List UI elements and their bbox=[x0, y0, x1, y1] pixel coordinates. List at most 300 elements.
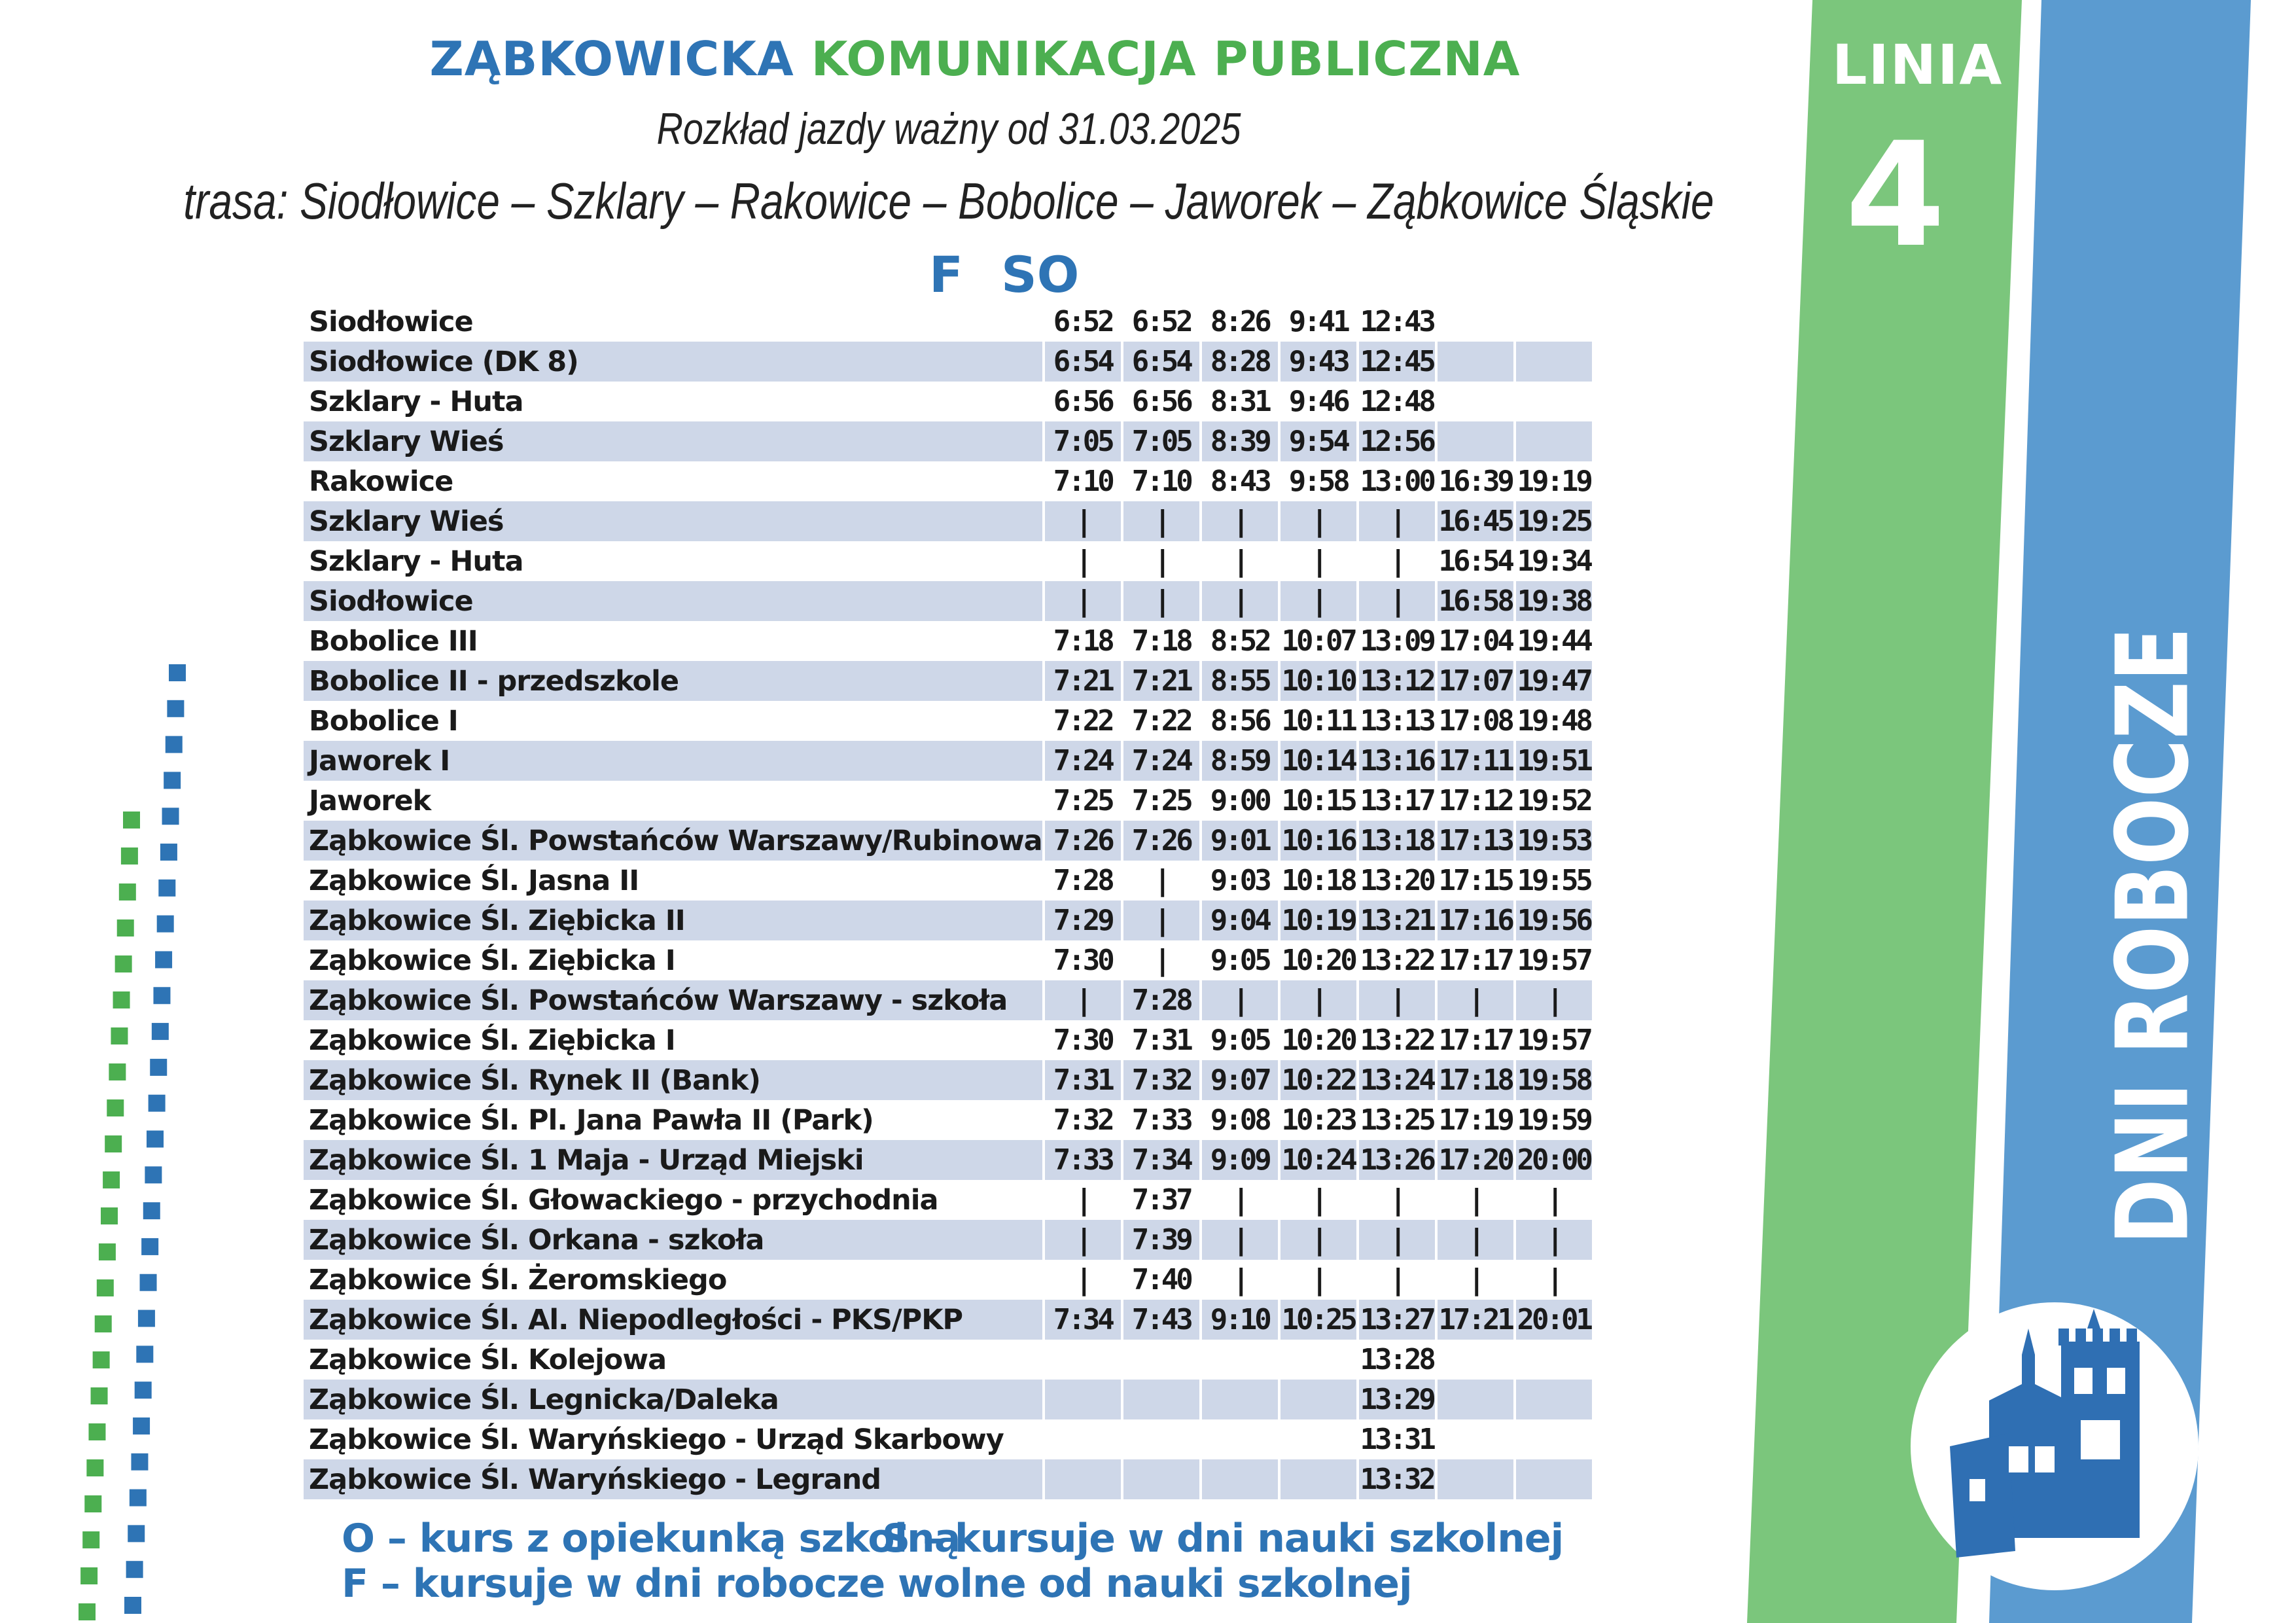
departure-time: 19:44 bbox=[1515, 621, 1592, 661]
departure-time: | bbox=[1122, 541, 1201, 581]
departure-time: 7:31 bbox=[1044, 1060, 1122, 1100]
departure-time: 9:43 bbox=[1279, 342, 1358, 382]
departure-time: 17:17 bbox=[1436, 1020, 1515, 1060]
departure-time: 7:26 bbox=[1044, 821, 1122, 861]
stop-name: Ząbkowice Śl. Kolejowa bbox=[309, 1343, 667, 1376]
departure-time: | bbox=[1201, 1220, 1279, 1260]
decor-dot bbox=[138, 1310, 155, 1327]
departure-time: 9:09 bbox=[1201, 1140, 1279, 1180]
stop-name: Ząbkowice Śl. Ziębicka I bbox=[309, 944, 675, 977]
departure-time bbox=[1515, 302, 1592, 342]
table-row bbox=[304, 1260, 1592, 1300]
departure-time bbox=[1515, 1340, 1592, 1380]
decor-dot bbox=[121, 847, 138, 865]
stop-name: Ząbkowice Śl. Rynek II (Bank) bbox=[304, 1060, 1044, 1100]
stop-name: Bobolice I bbox=[309, 704, 458, 738]
stop-name: Bobolice II - przedszkole bbox=[304, 661, 1044, 701]
departure-time bbox=[1044, 1340, 1122, 1380]
departure-time: 19:52 bbox=[1515, 781, 1592, 821]
departure-time: | bbox=[1515, 1180, 1592, 1220]
departure-time: 7:26 bbox=[1122, 821, 1201, 861]
departure-time: 17:07 bbox=[1436, 661, 1515, 701]
departure-time: | bbox=[1201, 980, 1279, 1020]
decor-dot bbox=[130, 1489, 147, 1507]
table-row bbox=[304, 342, 1592, 382]
decor-dot bbox=[95, 1315, 112, 1332]
departure-time: 9:05 bbox=[1201, 940, 1279, 980]
departure-time: 9:41 bbox=[1279, 302, 1358, 342]
departure-time: | bbox=[1044, 980, 1122, 1020]
stop-name: Jaworek bbox=[309, 784, 431, 817]
stop-name: Ząbkowice Śl. Ziębicka II bbox=[304, 901, 1044, 940]
departure-time bbox=[1436, 1459, 1515, 1499]
decor-dot bbox=[157, 916, 174, 933]
departure-time: 6:52 bbox=[1122, 302, 1201, 342]
stop-name: Rakowice bbox=[309, 465, 453, 498]
departure-time: | bbox=[1122, 940, 1201, 980]
departure-time: | bbox=[1515, 1260, 1592, 1300]
departure-time: 7:30 bbox=[1044, 1020, 1122, 1060]
departure-time: 19:56 bbox=[1515, 901, 1592, 940]
decor-dot bbox=[115, 955, 132, 972]
departure-time: | bbox=[1358, 1180, 1436, 1220]
departure-time: 19:59 bbox=[1515, 1100, 1592, 1140]
stop-name: Siodłowice (DK 8) bbox=[304, 342, 1044, 382]
departure-time bbox=[1436, 342, 1515, 382]
table-row bbox=[304, 621, 1592, 661]
departure-time: 13:31 bbox=[1358, 1419, 1436, 1459]
decor-dot bbox=[126, 1561, 143, 1578]
departure-time: 10:24 bbox=[1279, 1140, 1358, 1180]
decor-dot bbox=[88, 1423, 105, 1440]
column-marker-so: SO bbox=[1001, 245, 1080, 304]
departure-time: | bbox=[1279, 1260, 1358, 1300]
departure-time: 19:58 bbox=[1515, 1060, 1592, 1100]
departure-time: 8:43 bbox=[1201, 461, 1279, 501]
stop-name: Ząbkowice Śl. Waryńskiego - Urząd Skarbowy bbox=[309, 1423, 1004, 1456]
decor-dot bbox=[103, 1171, 120, 1188]
column-marker-f: F bbox=[929, 245, 963, 304]
departure-time bbox=[1201, 1419, 1279, 1459]
stop-name: Szklary - Huta bbox=[309, 544, 523, 578]
departure-time: | bbox=[1044, 541, 1122, 581]
table-row bbox=[304, 1300, 1592, 1340]
town-hall-tower-icon bbox=[1911, 1302, 2199, 1590]
departure-time: 13:28 bbox=[1358, 1340, 1436, 1380]
line-number: 4 bbox=[1845, 111, 1946, 279]
departure-time: 12:45 bbox=[1358, 342, 1436, 382]
table-row bbox=[304, 781, 1592, 821]
departure-time: 10:11 bbox=[1279, 701, 1358, 741]
table-row bbox=[304, 1180, 1592, 1220]
table-row bbox=[304, 1340, 1592, 1380]
departure-time: 19:57 bbox=[1515, 940, 1592, 980]
decor-dot bbox=[153, 987, 170, 1004]
departure-time: 7:25 bbox=[1122, 781, 1201, 821]
departure-time: 16:54 bbox=[1436, 541, 1515, 581]
departure-time: 7:21 bbox=[1044, 661, 1122, 701]
decor-dot bbox=[143, 1202, 160, 1219]
departure-time: 19:34 bbox=[1515, 541, 1592, 581]
departure-time: 7:28 bbox=[1122, 980, 1201, 1020]
departure-time: 13:12 bbox=[1358, 661, 1436, 701]
departure-time: 7:10 bbox=[1122, 461, 1201, 501]
legend-f: F – kursuje w dni robocze wolne od nauki szkolnej bbox=[342, 1561, 1412, 1607]
decor-dot bbox=[117, 919, 134, 936]
decor-dot bbox=[167, 700, 184, 717]
departure-time: 13:25 bbox=[1358, 1100, 1436, 1140]
departure-time: 10:16 bbox=[1279, 821, 1358, 861]
departure-time: 17:15 bbox=[1436, 861, 1515, 901]
decor-dot bbox=[109, 1063, 126, 1080]
departure-time: | bbox=[1201, 501, 1279, 541]
decor-dot bbox=[155, 951, 172, 968]
departure-time: 13:24 bbox=[1358, 1060, 1436, 1100]
departure-time bbox=[1201, 1340, 1279, 1380]
departure-time: 7:37 bbox=[1122, 1180, 1201, 1220]
departure-time: 19:47 bbox=[1515, 661, 1592, 701]
departure-time: | bbox=[1436, 1180, 1515, 1220]
decor-dot bbox=[99, 1243, 116, 1260]
decor-dot bbox=[93, 1351, 110, 1368]
departure-time bbox=[1279, 1419, 1358, 1459]
departure-time: | bbox=[1358, 541, 1436, 581]
decor-dot bbox=[123, 812, 140, 829]
departure-time: 9:10 bbox=[1201, 1300, 1279, 1340]
departure-time: 10:15 bbox=[1279, 781, 1358, 821]
departure-time: 7:32 bbox=[1044, 1100, 1122, 1140]
departure-time: 7:28 bbox=[1044, 861, 1122, 901]
departure-time: 13:22 bbox=[1358, 1020, 1436, 1060]
stop-name: Szklary Wieś bbox=[304, 501, 1044, 541]
table-row bbox=[304, 302, 1592, 342]
departure-time: 12:48 bbox=[1358, 382, 1436, 421]
departure-time: | bbox=[1201, 581, 1279, 621]
departure-time: 8:28 bbox=[1201, 342, 1279, 382]
departure-time: 13:17 bbox=[1358, 781, 1436, 821]
departure-time: | bbox=[1358, 1260, 1436, 1300]
departure-time bbox=[1122, 1459, 1201, 1499]
departure-time: 17:17 bbox=[1436, 940, 1515, 980]
departure-time: | bbox=[1436, 1220, 1515, 1260]
departure-time: | bbox=[1279, 1180, 1358, 1220]
stop-name: Szklary - Huta bbox=[309, 385, 523, 418]
departure-time bbox=[1201, 1380, 1279, 1419]
decor-dot bbox=[105, 1135, 122, 1152]
departure-time: 12:43 bbox=[1358, 302, 1436, 342]
departure-time: 12:56 bbox=[1358, 421, 1436, 461]
stop-name: Ząbkowice Śl. Legnicka/Daleka bbox=[304, 1380, 1044, 1419]
decor-dot bbox=[149, 1095, 166, 1112]
departure-time: | bbox=[1122, 901, 1201, 940]
table-row bbox=[304, 861, 1592, 901]
departure-time: 13:21 bbox=[1358, 901, 1436, 940]
departure-time: 17:21 bbox=[1436, 1300, 1515, 1340]
departure-time: 19:38 bbox=[1515, 581, 1592, 621]
departure-time: 10:22 bbox=[1279, 1060, 1358, 1100]
stop-name: Ząbkowice Śl. Al. Niepodległości - PKS/PKP bbox=[304, 1300, 1044, 1340]
departure-time bbox=[1122, 1340, 1201, 1380]
decor-dot bbox=[124, 1597, 141, 1614]
decor-dot bbox=[135, 1382, 152, 1399]
decor-dot bbox=[101, 1207, 118, 1224]
departure-time: 8:26 bbox=[1201, 302, 1279, 342]
decor-dot bbox=[79, 1603, 96, 1620]
validity-date: Rozkład jazdy ważny od 31.03.2025 bbox=[656, 104, 1241, 154]
departure-time: 20:00 bbox=[1515, 1140, 1592, 1180]
departure-time: | bbox=[1201, 541, 1279, 581]
departure-time: | bbox=[1201, 1180, 1279, 1220]
departure-time: 19:25 bbox=[1515, 501, 1592, 541]
departure-time: 10:19 bbox=[1279, 901, 1358, 940]
departure-time: 9:03 bbox=[1201, 861, 1279, 901]
departure-time: 9:01 bbox=[1201, 821, 1279, 861]
departure-time: | bbox=[1515, 980, 1592, 1020]
departure-time: 13:00 bbox=[1358, 461, 1436, 501]
departure-time: 9:07 bbox=[1201, 1060, 1279, 1100]
departure-time: 7:18 bbox=[1122, 621, 1201, 661]
departure-time: 7:32 bbox=[1122, 1060, 1201, 1100]
departure-time: | bbox=[1201, 1260, 1279, 1300]
decor-dot bbox=[145, 1166, 162, 1183]
legend-s: S – kursuje w dni nauki szkolnej bbox=[882, 1516, 1564, 1561]
departure-time: 17:16 bbox=[1436, 901, 1515, 940]
departure-time: 8:59 bbox=[1201, 741, 1279, 781]
departure-time: 7:39 bbox=[1122, 1220, 1201, 1260]
departure-time bbox=[1515, 342, 1592, 382]
departure-time: 17:18 bbox=[1436, 1060, 1515, 1100]
logo-badge bbox=[1911, 1302, 2199, 1590]
departure-time: 6:56 bbox=[1122, 382, 1201, 421]
table-row bbox=[304, 701, 1592, 741]
departure-time: 13:26 bbox=[1358, 1140, 1436, 1180]
departure-time: | bbox=[1515, 1220, 1592, 1260]
departure-time: 7:24 bbox=[1122, 741, 1201, 781]
decor-dot bbox=[91, 1387, 108, 1404]
departure-time: 7:31 bbox=[1122, 1020, 1201, 1060]
departure-time: 13:27 bbox=[1358, 1300, 1436, 1340]
table-row bbox=[304, 821, 1592, 861]
departure-time: 13:20 bbox=[1358, 861, 1436, 901]
departure-time: 10:20 bbox=[1279, 1020, 1358, 1060]
table-row bbox=[304, 421, 1592, 461]
table-row bbox=[304, 1100, 1592, 1140]
departure-time: | bbox=[1044, 1260, 1122, 1300]
stop-name: Ząbkowice Śl. Jasna II bbox=[309, 864, 639, 897]
departure-time: 7:24 bbox=[1044, 741, 1122, 781]
departure-time: 7:05 bbox=[1044, 421, 1122, 461]
table-row bbox=[304, 980, 1592, 1020]
departure-time bbox=[1436, 302, 1515, 342]
departure-time: 17:04 bbox=[1436, 621, 1515, 661]
departure-time: 9:04 bbox=[1201, 901, 1279, 940]
departure-time: | bbox=[1358, 1220, 1436, 1260]
decor-dot bbox=[131, 1454, 148, 1471]
stop-name: Ząbkowice Śl. Pl. Jana Pawła II (Park) bbox=[309, 1103, 874, 1137]
table-row bbox=[304, 1020, 1592, 1060]
decor-dot bbox=[166, 736, 183, 753]
departure-time: 9:46 bbox=[1279, 382, 1358, 421]
decor-dot bbox=[133, 1418, 150, 1435]
departure-time: 6:52 bbox=[1044, 302, 1122, 342]
decor-dot bbox=[86, 1459, 103, 1476]
departure-time: 13:09 bbox=[1358, 621, 1436, 661]
departure-time: 8:55 bbox=[1201, 661, 1279, 701]
departure-time: 10:10 bbox=[1279, 661, 1358, 701]
decorative-dots bbox=[0, 0, 209, 1623]
departure-time: 19:55 bbox=[1515, 861, 1592, 901]
decor-dot bbox=[160, 844, 177, 861]
departure-time: | bbox=[1436, 1260, 1515, 1300]
table-row bbox=[304, 940, 1592, 980]
departure-time: 7:40 bbox=[1122, 1260, 1201, 1300]
departure-time: 10:25 bbox=[1279, 1300, 1358, 1340]
departure-time: 13:16 bbox=[1358, 741, 1436, 781]
departure-time: 10:18 bbox=[1279, 861, 1358, 901]
departure-time: 9:08 bbox=[1201, 1100, 1279, 1140]
departure-time: 7:30 bbox=[1044, 940, 1122, 980]
departure-time: | bbox=[1279, 501, 1358, 541]
departure-time bbox=[1279, 1380, 1358, 1419]
departure-time: 7:22 bbox=[1122, 701, 1201, 741]
decor-dot bbox=[152, 1023, 169, 1040]
departure-time: 10:14 bbox=[1279, 741, 1358, 781]
departure-time bbox=[1515, 1419, 1592, 1459]
decor-dot bbox=[158, 880, 175, 897]
departure-time: | bbox=[1122, 581, 1201, 621]
departure-time: 8:31 bbox=[1201, 382, 1279, 421]
departure-time: 19:53 bbox=[1515, 821, 1592, 861]
departure-time bbox=[1436, 1380, 1515, 1419]
table-row bbox=[304, 501, 1592, 541]
departure-time: | bbox=[1044, 1220, 1122, 1260]
departure-time: 7:10 bbox=[1044, 461, 1122, 501]
departure-time: 6:54 bbox=[1122, 342, 1201, 382]
departure-time: 17:11 bbox=[1436, 741, 1515, 781]
departure-time bbox=[1436, 382, 1515, 421]
departure-time: 7:33 bbox=[1122, 1100, 1201, 1140]
table-row bbox=[304, 1060, 1592, 1100]
decor-dot bbox=[128, 1525, 145, 1542]
table-row bbox=[304, 741, 1592, 781]
departure-time bbox=[1044, 1459, 1122, 1499]
departure-time: | bbox=[1279, 1220, 1358, 1260]
departure-time: | bbox=[1044, 501, 1122, 541]
departure-time: | bbox=[1279, 980, 1358, 1020]
table-row bbox=[304, 1459, 1592, 1499]
decor-dot bbox=[80, 1567, 97, 1584]
stop-name: Ząbkowice Śl. Powstańców Warszawy/Rubinowa bbox=[304, 821, 1044, 861]
legend-o: O – kurs z opiekunką szkolną bbox=[342, 1516, 961, 1561]
stop-name: Siodłowice bbox=[309, 305, 473, 338]
stop-name: Ząbkowice Śl. Ziębicka I bbox=[309, 1024, 675, 1057]
departure-time: 6:56 bbox=[1044, 382, 1122, 421]
departure-time bbox=[1044, 1380, 1122, 1419]
departure-time: 10:07 bbox=[1279, 621, 1358, 661]
stop-name: Ząbkowice Śl. Powstańców Warszawy - szkoła bbox=[304, 980, 1044, 1020]
stop-name: Ząbkowice Śl. Waryńskiego - Legrand bbox=[304, 1459, 1044, 1499]
decor-dot bbox=[164, 772, 181, 789]
departure-time: 17:13 bbox=[1436, 821, 1515, 861]
departure-time: 17:19 bbox=[1436, 1100, 1515, 1140]
departure-time: 7:25 bbox=[1044, 781, 1122, 821]
decor-dot bbox=[97, 1279, 114, 1296]
departure-time: 19:51 bbox=[1515, 741, 1592, 781]
departure-time bbox=[1515, 1380, 1592, 1419]
departure-time: 7:18 bbox=[1044, 621, 1122, 661]
table-row bbox=[304, 541, 1592, 581]
departure-time bbox=[1044, 1419, 1122, 1459]
decor-dot bbox=[119, 883, 136, 901]
stop-name: Szklary Wieś bbox=[304, 421, 1044, 461]
departure-time: 13:13 bbox=[1358, 701, 1436, 741]
table-row bbox=[304, 461, 1592, 501]
page-title bbox=[0, 31, 1950, 86]
departure-time: 17:08 bbox=[1436, 701, 1515, 741]
title-service: KOMUNIKACJA PUBLICZNA bbox=[811, 31, 1521, 86]
departure-time: 10:20 bbox=[1279, 940, 1358, 980]
departure-time bbox=[1436, 421, 1515, 461]
departure-time bbox=[1279, 1459, 1358, 1499]
stop-name: Siodłowice bbox=[304, 581, 1044, 621]
decor-dot bbox=[140, 1274, 157, 1291]
departure-time: 9:00 bbox=[1201, 781, 1279, 821]
departure-time: 19:48 bbox=[1515, 701, 1592, 741]
departure-time: 7:33 bbox=[1044, 1140, 1122, 1180]
decor-dot bbox=[162, 808, 179, 825]
departure-time: | bbox=[1122, 861, 1201, 901]
stop-name: Ząbkowice Śl. 1 Maja - Urząd Miejski bbox=[304, 1140, 1044, 1180]
timetable bbox=[304, 302, 1592, 1499]
departure-time: 7:21 bbox=[1122, 661, 1201, 701]
departure-time: 7:34 bbox=[1122, 1140, 1201, 1180]
decor-dot bbox=[169, 664, 186, 681]
title-brand: ZĄBKOWICKA bbox=[429, 31, 794, 86]
decor-dot bbox=[111, 1027, 128, 1044]
table-row bbox=[304, 1419, 1592, 1459]
departure-time: | bbox=[1358, 501, 1436, 541]
departure-time: 16:58 bbox=[1436, 581, 1515, 621]
departure-time bbox=[1279, 1340, 1358, 1380]
decor-dot bbox=[147, 1131, 164, 1148]
departure-time: | bbox=[1436, 980, 1515, 1020]
route-description: trasa: Siodłowice – Szklary – Rakowice – Bobolice – Jaworek – Ząbkowice Śląskie bbox=[183, 172, 1714, 230]
decor-dot bbox=[141, 1238, 158, 1255]
departure-time bbox=[1201, 1459, 1279, 1499]
departure-time: 7:05 bbox=[1122, 421, 1201, 461]
decor-dot bbox=[150, 1059, 167, 1076]
departure-time bbox=[1515, 1459, 1592, 1499]
departure-time: 7:29 bbox=[1044, 901, 1122, 940]
departure-time: | bbox=[1358, 980, 1436, 1020]
departure-time: 16:45 bbox=[1436, 501, 1515, 541]
departure-time: 13:18 bbox=[1358, 821, 1436, 861]
stop-name: Ząbkowice Śl. Głowackiego - przychodnia bbox=[309, 1183, 938, 1217]
stop-name: Ząbkowice Śl. Orkana - szkoła bbox=[304, 1220, 1044, 1260]
line-label: LINIA bbox=[1832, 33, 2004, 97]
departure-time: | bbox=[1279, 541, 1358, 581]
departure-time: 9:05 bbox=[1201, 1020, 1279, 1060]
departure-time bbox=[1122, 1380, 1201, 1419]
decor-dot bbox=[113, 991, 130, 1008]
table-row bbox=[304, 1380, 1592, 1419]
departure-time: 10:23 bbox=[1279, 1100, 1358, 1140]
decor-dot bbox=[136, 1346, 153, 1363]
table-row bbox=[304, 661, 1592, 701]
departure-time: 8:39 bbox=[1201, 421, 1279, 461]
departure-time: 13:29 bbox=[1358, 1380, 1436, 1419]
departure-time: 16:39 bbox=[1436, 461, 1515, 501]
